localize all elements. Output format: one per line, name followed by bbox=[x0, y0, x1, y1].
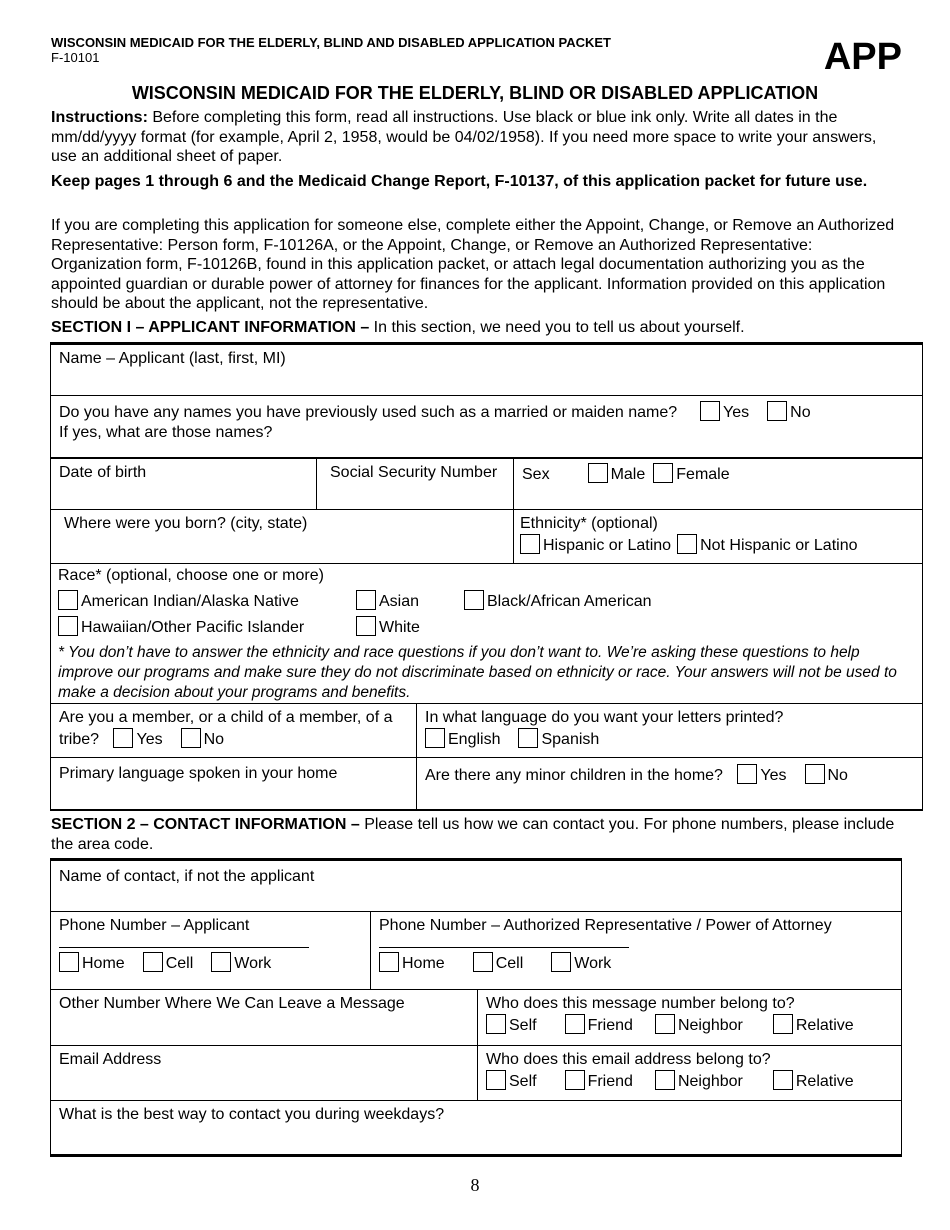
contact-name-field[interactable] bbox=[51, 860, 902, 912]
email-friend-checkbox[interactable] bbox=[565, 1070, 585, 1090]
instructions bbox=[51, 108, 901, 167]
email-label: Email Address bbox=[59, 1051, 162, 1068]
sex-male-label: Male bbox=[610, 465, 646, 483]
hispanic-label: Hispanic or Latino bbox=[543, 537, 672, 554]
representative-note: If you are completing this application for someone else, complete either the Appoint, Change, or Remove an Authorized Representative: Person form, F-10126A, or the Appoint, Change, or Remove an Authorized Representative: Organization form, F-10126B, found in this application packet, or attach legal documentation authorizing you as the appointed guardian or durable power of attorney for finances for the applicant. Information provided on this application should be about the applicant, not the representative. bbox=[51, 217, 895, 312]
ethnicity-field bbox=[514, 510, 923, 564]
msg-neighbor-label: Neighbor bbox=[677, 1017, 743, 1034]
section1-title: SECTION I – APPLICANT INFORMATION – bbox=[51, 319, 370, 336]
minor-children-question: Are there any minor children in the home? bbox=[425, 767, 723, 784]
minor-children-yes-label: Yes bbox=[760, 767, 787, 784]
section1-table bbox=[50, 342, 923, 811]
ssn-field[interactable] bbox=[317, 458, 514, 510]
race-black-checkbox[interactable] bbox=[464, 590, 484, 610]
ssn-label: Social Security Number bbox=[330, 463, 498, 481]
email-owner-field bbox=[478, 1046, 902, 1101]
email-self-checkbox[interactable] bbox=[486, 1070, 506, 1090]
tribe-no-label: No bbox=[203, 731, 225, 748]
rep-phone-cell-label: Cell bbox=[495, 955, 524, 972]
email-neighbor-label: Neighbor bbox=[677, 1073, 743, 1090]
race-asian-checkbox[interactable] bbox=[356, 590, 376, 610]
rep-phone-home-label: Home bbox=[402, 955, 445, 972]
keep-note: Keep pages 1 through 6 and the Medicaid Change Report, F-10137, of this application packet for future use. bbox=[51, 173, 868, 190]
rep-phone-line[interactable] bbox=[379, 936, 629, 948]
contact-name-label: Name of contact, if not the applicant bbox=[59, 868, 315, 885]
page-number: 8 bbox=[470, 1175, 480, 1195]
rep-phone-work-label: Work bbox=[574, 955, 612, 972]
message-owner-field bbox=[478, 990, 902, 1046]
applicant-name-field[interactable] bbox=[51, 344, 923, 396]
msg-relative-checkbox[interactable] bbox=[773, 1014, 793, 1034]
race-field bbox=[51, 564, 923, 704]
other-number-field[interactable] bbox=[51, 990, 478, 1046]
primary-language-field[interactable] bbox=[51, 758, 417, 810]
section1-heading bbox=[51, 318, 911, 338]
applicant-phone-cell-checkbox[interactable] bbox=[143, 952, 163, 972]
document-title: WISCONSIN MEDICAID FOR THE ELDERLY, BLIND OR DISABLED APPLICATION bbox=[131, 83, 819, 103]
english-label: English bbox=[448, 731, 501, 748]
previous-names-field[interactable] bbox=[51, 396, 923, 458]
prev-names-yes-checkbox[interactable] bbox=[700, 401, 720, 421]
packet-title: WISCONSIN MEDICAID FOR THE ELDERLY, BLIND AND DISABLED APPLICATION PACKET bbox=[51, 35, 611, 50]
date-of-birth-field[interactable] bbox=[51, 458, 317, 510]
applicant-phone-line[interactable] bbox=[59, 936, 309, 948]
applicant-phone-label: Phone Number – Applicant bbox=[59, 917, 250, 934]
prev-names-no-checkbox[interactable] bbox=[767, 401, 787, 421]
not-hispanic-label: Not Hispanic or Latino bbox=[700, 537, 858, 554]
applicant-phone-work-label: Work bbox=[234, 955, 272, 972]
email-self-label: Self bbox=[509, 1073, 537, 1090]
applicant-phone-home-label: Home bbox=[82, 955, 125, 972]
email-relative-label: Relative bbox=[795, 1073, 854, 1090]
birthplace-label: Where were you born? (city, state) bbox=[64, 515, 308, 532]
primary-language-label: Primary language spoken in your home bbox=[59, 765, 338, 782]
previous-names-question: Do you have any names you have previously used such as a married or maiden name? bbox=[59, 404, 678, 421]
msg-self-label: Self bbox=[509, 1017, 537, 1034]
race-white-checkbox[interactable] bbox=[356, 616, 376, 636]
race-american-indian-label: American Indian/Alaska Native bbox=[81, 593, 299, 610]
previous-names-followup: If yes, what are those names? bbox=[59, 424, 273, 441]
tribe-field bbox=[51, 704, 417, 758]
best-contact-way-label: What is the best way to contact you during weekdays? bbox=[59, 1106, 445, 1123]
msg-friend-label: Friend bbox=[587, 1017, 633, 1034]
race-white-label: White bbox=[379, 619, 420, 636]
instructions-label: Instructions: bbox=[51, 109, 148, 126]
message-owner-question: Who does this message number belong to? bbox=[486, 995, 795, 1012]
minor-children-field bbox=[417, 758, 923, 810]
race-hawaiian-checkbox[interactable] bbox=[58, 616, 78, 636]
english-checkbox[interactable] bbox=[425, 728, 445, 748]
letter-language-field bbox=[417, 704, 923, 758]
applicant-name-label: Name – Applicant (last, first, MI) bbox=[59, 350, 286, 367]
msg-relative-label: Relative bbox=[795, 1017, 854, 1034]
not-hispanic-checkbox[interactable] bbox=[677, 534, 697, 554]
rep-phone-work-checkbox[interactable] bbox=[551, 952, 571, 972]
tribe-yes-checkbox[interactable] bbox=[113, 728, 133, 748]
race-american-indian-checkbox[interactable] bbox=[58, 590, 78, 610]
minor-children-no-label: No bbox=[827, 767, 848, 784]
tribe-question: Are you a member, or a child of a member, of a tribe? bbox=[59, 709, 393, 748]
spanish-label: Spanish bbox=[541, 731, 600, 748]
sex-label: Sex bbox=[522, 465, 550, 483]
date-of-birth-label: Date of birth bbox=[59, 463, 147, 481]
email-neighbor-checkbox[interactable] bbox=[655, 1070, 675, 1090]
race-disclaimer: * You don’t have to answer the ethnicity and race questions if you don’t want to. We’re asking these questions to help improve our programs and make sure they do not discriminate based on ethnicity or race. Your answers will not be used to make a decision about your programs and benefits. bbox=[58, 644, 897, 701]
section2-table bbox=[50, 858, 902, 1157]
section2-heading bbox=[51, 815, 901, 854]
rep-phone-home-checkbox[interactable] bbox=[379, 952, 399, 972]
rep-phone-field[interactable] bbox=[371, 912, 902, 990]
msg-friend-checkbox[interactable] bbox=[565, 1014, 585, 1034]
sex-female-label: Female bbox=[676, 465, 730, 483]
best-contact-way-field[interactable] bbox=[51, 1101, 902, 1156]
minor-children-yes-checkbox[interactable] bbox=[737, 764, 757, 784]
tribe-no-checkbox[interactable] bbox=[181, 728, 201, 748]
msg-neighbor-checkbox[interactable] bbox=[655, 1014, 675, 1034]
email-field[interactable] bbox=[51, 1046, 478, 1101]
section2-subtext: Please tell us how we can contact you. For phone numbers, please include the area code. bbox=[51, 816, 895, 853]
email-relative-checkbox[interactable] bbox=[773, 1070, 793, 1090]
race-black-label: Black/African American bbox=[487, 593, 652, 610]
spanish-checkbox[interactable] bbox=[518, 728, 538, 748]
prev-names-no-label: No bbox=[790, 404, 811, 421]
prev-names-yes-label: Yes bbox=[723, 404, 750, 421]
applicant-phone-field[interactable] bbox=[51, 912, 371, 990]
rep-phone-cell-checkbox[interactable] bbox=[473, 952, 493, 972]
race-hawaiian-label: Hawaiian/Other Pacific Islander bbox=[81, 619, 305, 636]
msg-self-checkbox[interactable] bbox=[486, 1014, 506, 1034]
minor-children-no-checkbox[interactable] bbox=[805, 764, 825, 784]
sex-field bbox=[514, 458, 923, 510]
email-friend-label: Friend bbox=[587, 1073, 633, 1090]
other-number-label: Other Number Where We Can Leave a Message bbox=[59, 995, 405, 1012]
birthplace-field[interactable] bbox=[51, 510, 514, 564]
applicant-phone-home-checkbox[interactable] bbox=[59, 952, 79, 972]
ethnicity-label: Ethnicity* (optional) bbox=[520, 515, 658, 532]
rep-phone-label: Phone Number – Authorized Representative / Power of Attorney bbox=[379, 917, 832, 934]
instructions-text: Before completing this form, read all instructions. Use black or blue ink only. Write all dates in the mm/dd/yyyy format (for example, April 2, 1958, would be 04/02/1958). If you need more space to write your answers, use an additional sheet of paper. bbox=[51, 109, 877, 165]
letter-language-question: In what language do you want your letters printed? bbox=[425, 709, 784, 726]
applicant-phone-cell-label: Cell bbox=[165, 955, 194, 972]
tribe-yes-label: Yes bbox=[136, 731, 163, 748]
hispanic-checkbox[interactable] bbox=[520, 534, 540, 554]
race-label: Race* (optional, choose one or more) bbox=[58, 567, 324, 584]
section1-subtext: In this section, we need you to tell us about yourself. bbox=[369, 319, 745, 336]
form-number: F-10101 bbox=[51, 50, 100, 65]
applicant-phone-work-checkbox[interactable] bbox=[211, 952, 231, 972]
email-owner-question: Who does this email address belong to? bbox=[486, 1051, 771, 1068]
sex-male-checkbox[interactable] bbox=[588, 463, 608, 483]
section2-title: SECTION 2 – CONTACT INFORMATION – bbox=[51, 816, 360, 833]
race-asian-label: Asian bbox=[379, 593, 420, 610]
app-code: APP bbox=[823, 36, 902, 78]
sex-female-checkbox[interactable] bbox=[653, 463, 673, 483]
